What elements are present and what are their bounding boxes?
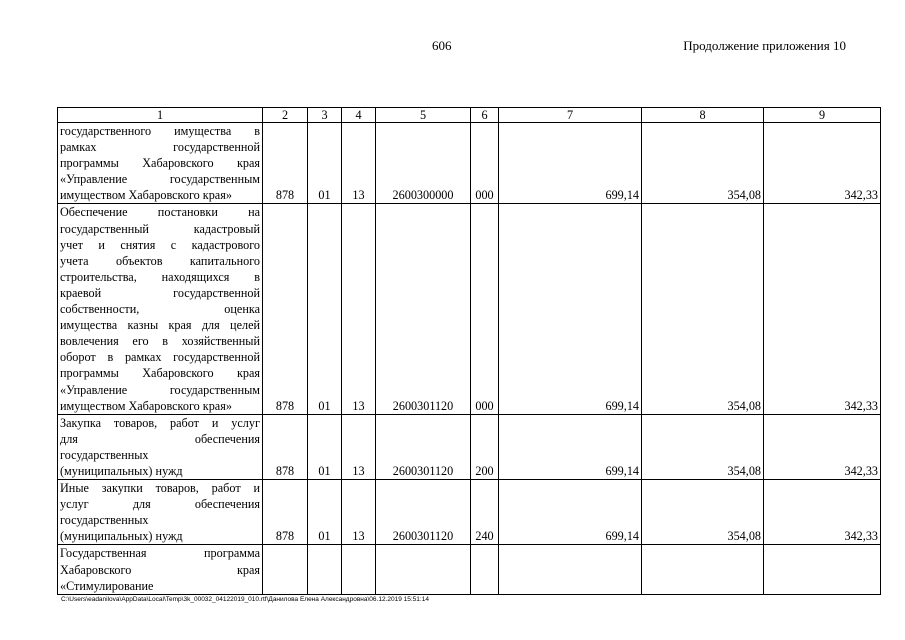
appendix-continuation-note: Продолжение приложения 10 xyxy=(683,38,846,53)
row-name-line: государственных xyxy=(60,447,149,462)
row-name-line: услуг для обеспечения xyxy=(60,497,260,512)
amount-cell-col9: 342,33 xyxy=(764,414,881,479)
table-row xyxy=(58,480,881,545)
subsection-code-cell xyxy=(342,545,376,594)
amount-cell-col8 xyxy=(642,545,764,594)
row-name-line: Обеспечение постановки на xyxy=(60,205,260,220)
file-path-footer: C:\Users\eadanilova\AppData\Local\Temp\3k_00032_04122019_010.rtf\Данилова Елена Александровна\06.12.2019 15:51:14 xyxy=(61,596,429,603)
row-name-line: «Управление государственным xyxy=(60,172,260,187)
amount-cell-col7 xyxy=(499,545,642,594)
ministry-code-cell: 878 xyxy=(263,204,308,414)
table-row xyxy=(58,545,881,594)
amount-cell-col7: 699,14 xyxy=(499,414,642,479)
row-name-line: Иные закупки товаров, работ и xyxy=(60,481,260,496)
row-name-cell xyxy=(58,480,263,545)
row-name-line: имуществом Хабаровского края» xyxy=(60,188,232,203)
column-header: 6 xyxy=(471,108,499,123)
section-code-cell: 01 xyxy=(308,414,342,479)
row-name-line: программы Хабаровского края xyxy=(60,156,260,171)
amount-cell-col9: 342,33 xyxy=(764,480,881,545)
row-name-line: собственности, оценка xyxy=(60,302,260,317)
amount-cell-col7: 699,14 xyxy=(499,204,642,414)
section-code-cell: 01 xyxy=(308,123,342,204)
row-name-cell xyxy=(58,204,263,414)
section-code-cell: 01 xyxy=(308,204,342,414)
target-article-cell: 2600300000 xyxy=(376,123,471,204)
subsection-code-cell: 13 xyxy=(342,414,376,479)
page-number: 606 xyxy=(432,38,452,53)
row-name-line: «Управление государственным xyxy=(60,382,260,397)
row-name-line: (муниципальных) нужд xyxy=(60,463,183,478)
row-name-line: имуществом Хабаровского края» xyxy=(60,398,232,413)
expense-type-cell: 240 xyxy=(471,480,499,545)
row-name-line: программы Хабаровского края xyxy=(60,366,260,381)
row-name-line: краевой государственной xyxy=(60,285,260,300)
row-name-line: государственный кадастровый xyxy=(60,221,260,236)
column-header: 3 xyxy=(308,108,342,123)
row-name-line: государственного имущества в xyxy=(60,124,260,138)
subsection-code-cell: 13 xyxy=(342,480,376,545)
row-name-line: Государственная программа xyxy=(60,546,260,561)
expense-type-cell xyxy=(471,545,499,594)
ministry-code-cell: 878 xyxy=(263,414,308,479)
row-name-cell xyxy=(58,414,263,479)
row-name-line: оборот в рамках государственной xyxy=(60,350,260,365)
section-code-cell xyxy=(308,545,342,594)
row-name-line: строительства, находящихся в xyxy=(60,269,260,284)
row-name-line: для обеспечения xyxy=(60,431,260,446)
target-article-cell: 2600301120 xyxy=(376,204,471,414)
row-name-line: «Стимулирование xyxy=(60,578,154,593)
column-header: 5 xyxy=(376,108,471,123)
expense-type-cell: 000 xyxy=(471,204,499,414)
column-number-row xyxy=(58,108,881,123)
amount-cell-col8: 354,08 xyxy=(642,123,764,204)
row-name-line: вовлечения его в хозяйственный xyxy=(60,334,260,349)
column-header: 1 xyxy=(58,108,263,123)
amount-cell-col9: 342,33 xyxy=(764,123,881,204)
column-header: 8 xyxy=(642,108,764,123)
ministry-code-cell xyxy=(263,545,308,594)
column-header: 2 xyxy=(263,108,308,123)
row-name-cell xyxy=(58,545,263,594)
column-header: 7 xyxy=(499,108,642,123)
row-name-cell xyxy=(58,123,263,204)
amount-cell-col7: 699,14 xyxy=(499,123,642,204)
amount-cell-col8: 354,08 xyxy=(642,414,764,479)
ministry-code-cell: 878 xyxy=(263,480,308,545)
row-name-line: Хабаровского края xyxy=(60,562,260,577)
expense-type-cell: 200 xyxy=(471,414,499,479)
column-header: 9 xyxy=(764,108,881,123)
row-name-line: рамках государственной xyxy=(60,140,260,155)
amount-cell-col8: 354,08 xyxy=(642,480,764,545)
table-row xyxy=(58,414,881,479)
ministry-code-cell: 878 xyxy=(263,123,308,204)
target-article-cell xyxy=(376,545,471,594)
budget-table xyxy=(57,107,881,595)
subsection-code-cell: 13 xyxy=(342,123,376,204)
row-name-line: (муниципальных) нужд xyxy=(60,529,183,544)
target-article-cell: 2600301120 xyxy=(376,480,471,545)
table-row xyxy=(58,123,881,204)
expense-type-cell: 000 xyxy=(471,123,499,204)
subsection-code-cell: 13 xyxy=(342,204,376,414)
table-row xyxy=(58,204,881,414)
target-article-cell: 2600301120 xyxy=(376,414,471,479)
amount-cell-col7: 699,14 xyxy=(499,480,642,545)
row-name-line: государственных xyxy=(60,513,149,528)
row-name-line: имущества казны края для целей xyxy=(60,318,260,333)
row-name-line: учета объектов капитального xyxy=(60,253,260,268)
amount-cell-col9: 342,33 xyxy=(764,204,881,414)
column-header: 4 xyxy=(342,108,376,123)
section-code-cell: 01 xyxy=(308,480,342,545)
row-name-line: учет и снятия с кадастрового xyxy=(60,237,260,252)
amount-cell-col8: 354,08 xyxy=(642,204,764,414)
amount-cell-col9 xyxy=(764,545,881,594)
row-name-line: Закупка товаров, работ и услуг xyxy=(60,415,260,430)
